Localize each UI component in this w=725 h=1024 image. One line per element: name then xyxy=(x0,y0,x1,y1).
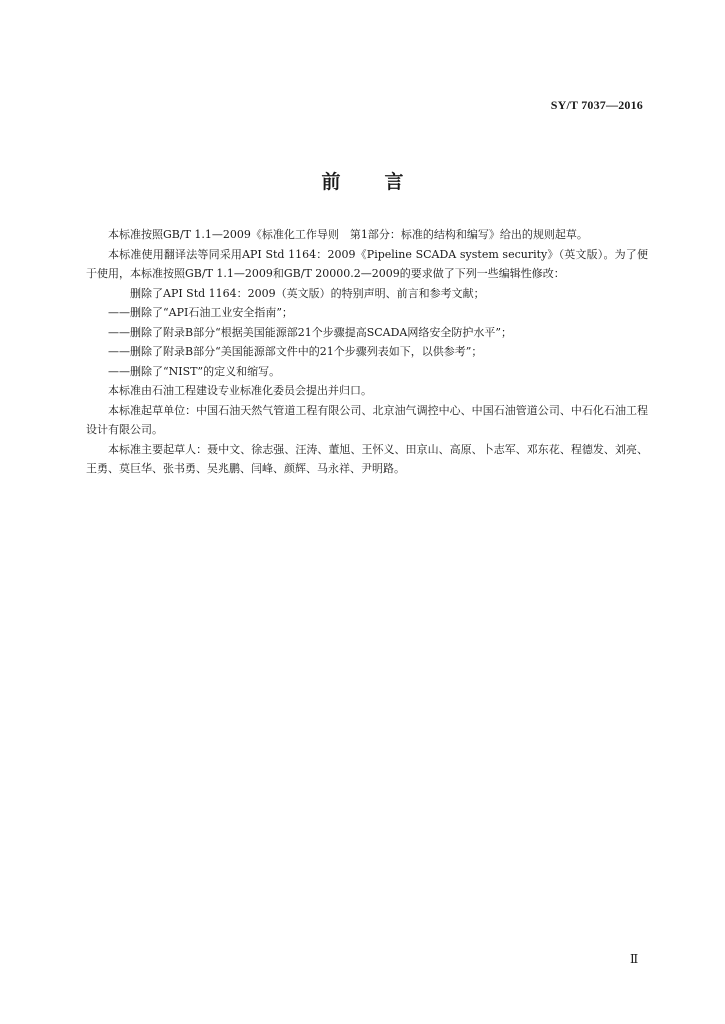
paragraph-proposer: 本标准由石油工程建设专业标准化委员会提出并归口。 xyxy=(108,384,372,397)
standard-code: SY/T 7037—2016 xyxy=(550,98,643,112)
foreword-body xyxy=(86,225,648,479)
list-item: ——删除了“API石油工业安全指南”； xyxy=(108,306,293,319)
list-item: ——删除了“NIST”的定义和缩写。 xyxy=(108,364,281,378)
page-number: Ⅱ xyxy=(630,952,639,966)
list-item: 删除了API Std 1164：2009（英文版）的特别声明、前言和参考文献； xyxy=(130,286,485,300)
paragraph-adoption: 本标准使用翻译法等同采用API Std 1164：2009《Pipeline SCADA system security》（英文版）。为了便于使用，本标准按照GB/T 1.1—2009和GB/T 20000.2—2009的要求做了下列一些编辑性修改： xyxy=(86,247,648,280)
paragraph-drafting-units: 本标准起草单位：中国石油天然气管道工程有限公司、北京油气调控中心、中国石油管道公司、中石化石油工程设计有限公司。 xyxy=(86,403,648,436)
paragraph-drafting-rules: 本标准按照GB/T 1.1—2009《标准化工作导则 第1部分：标准的结构和编写》给出的规则起草。 xyxy=(108,228,588,241)
list-item: ——删除了附录B部分“根据美国能源部21个步骤提高SCADA网络安全防护水平”； xyxy=(108,325,512,339)
page-title: 前言 xyxy=(321,171,448,193)
list-item: ——删除了附录B部分“美国能源部文件中的21个步骤列表如下，以供参考”； xyxy=(108,345,483,358)
paragraph-drafters: 本标准主要起草人：聂中文、徐志强、汪涛、董旭、王怀义、田京山、高原、卜志军、邓东花、程德发、刘亮、王勇、莫巨华、张书勇、吴兆鹏、闫峰、颜辉、马永祥、尹明路。 xyxy=(86,442,648,475)
